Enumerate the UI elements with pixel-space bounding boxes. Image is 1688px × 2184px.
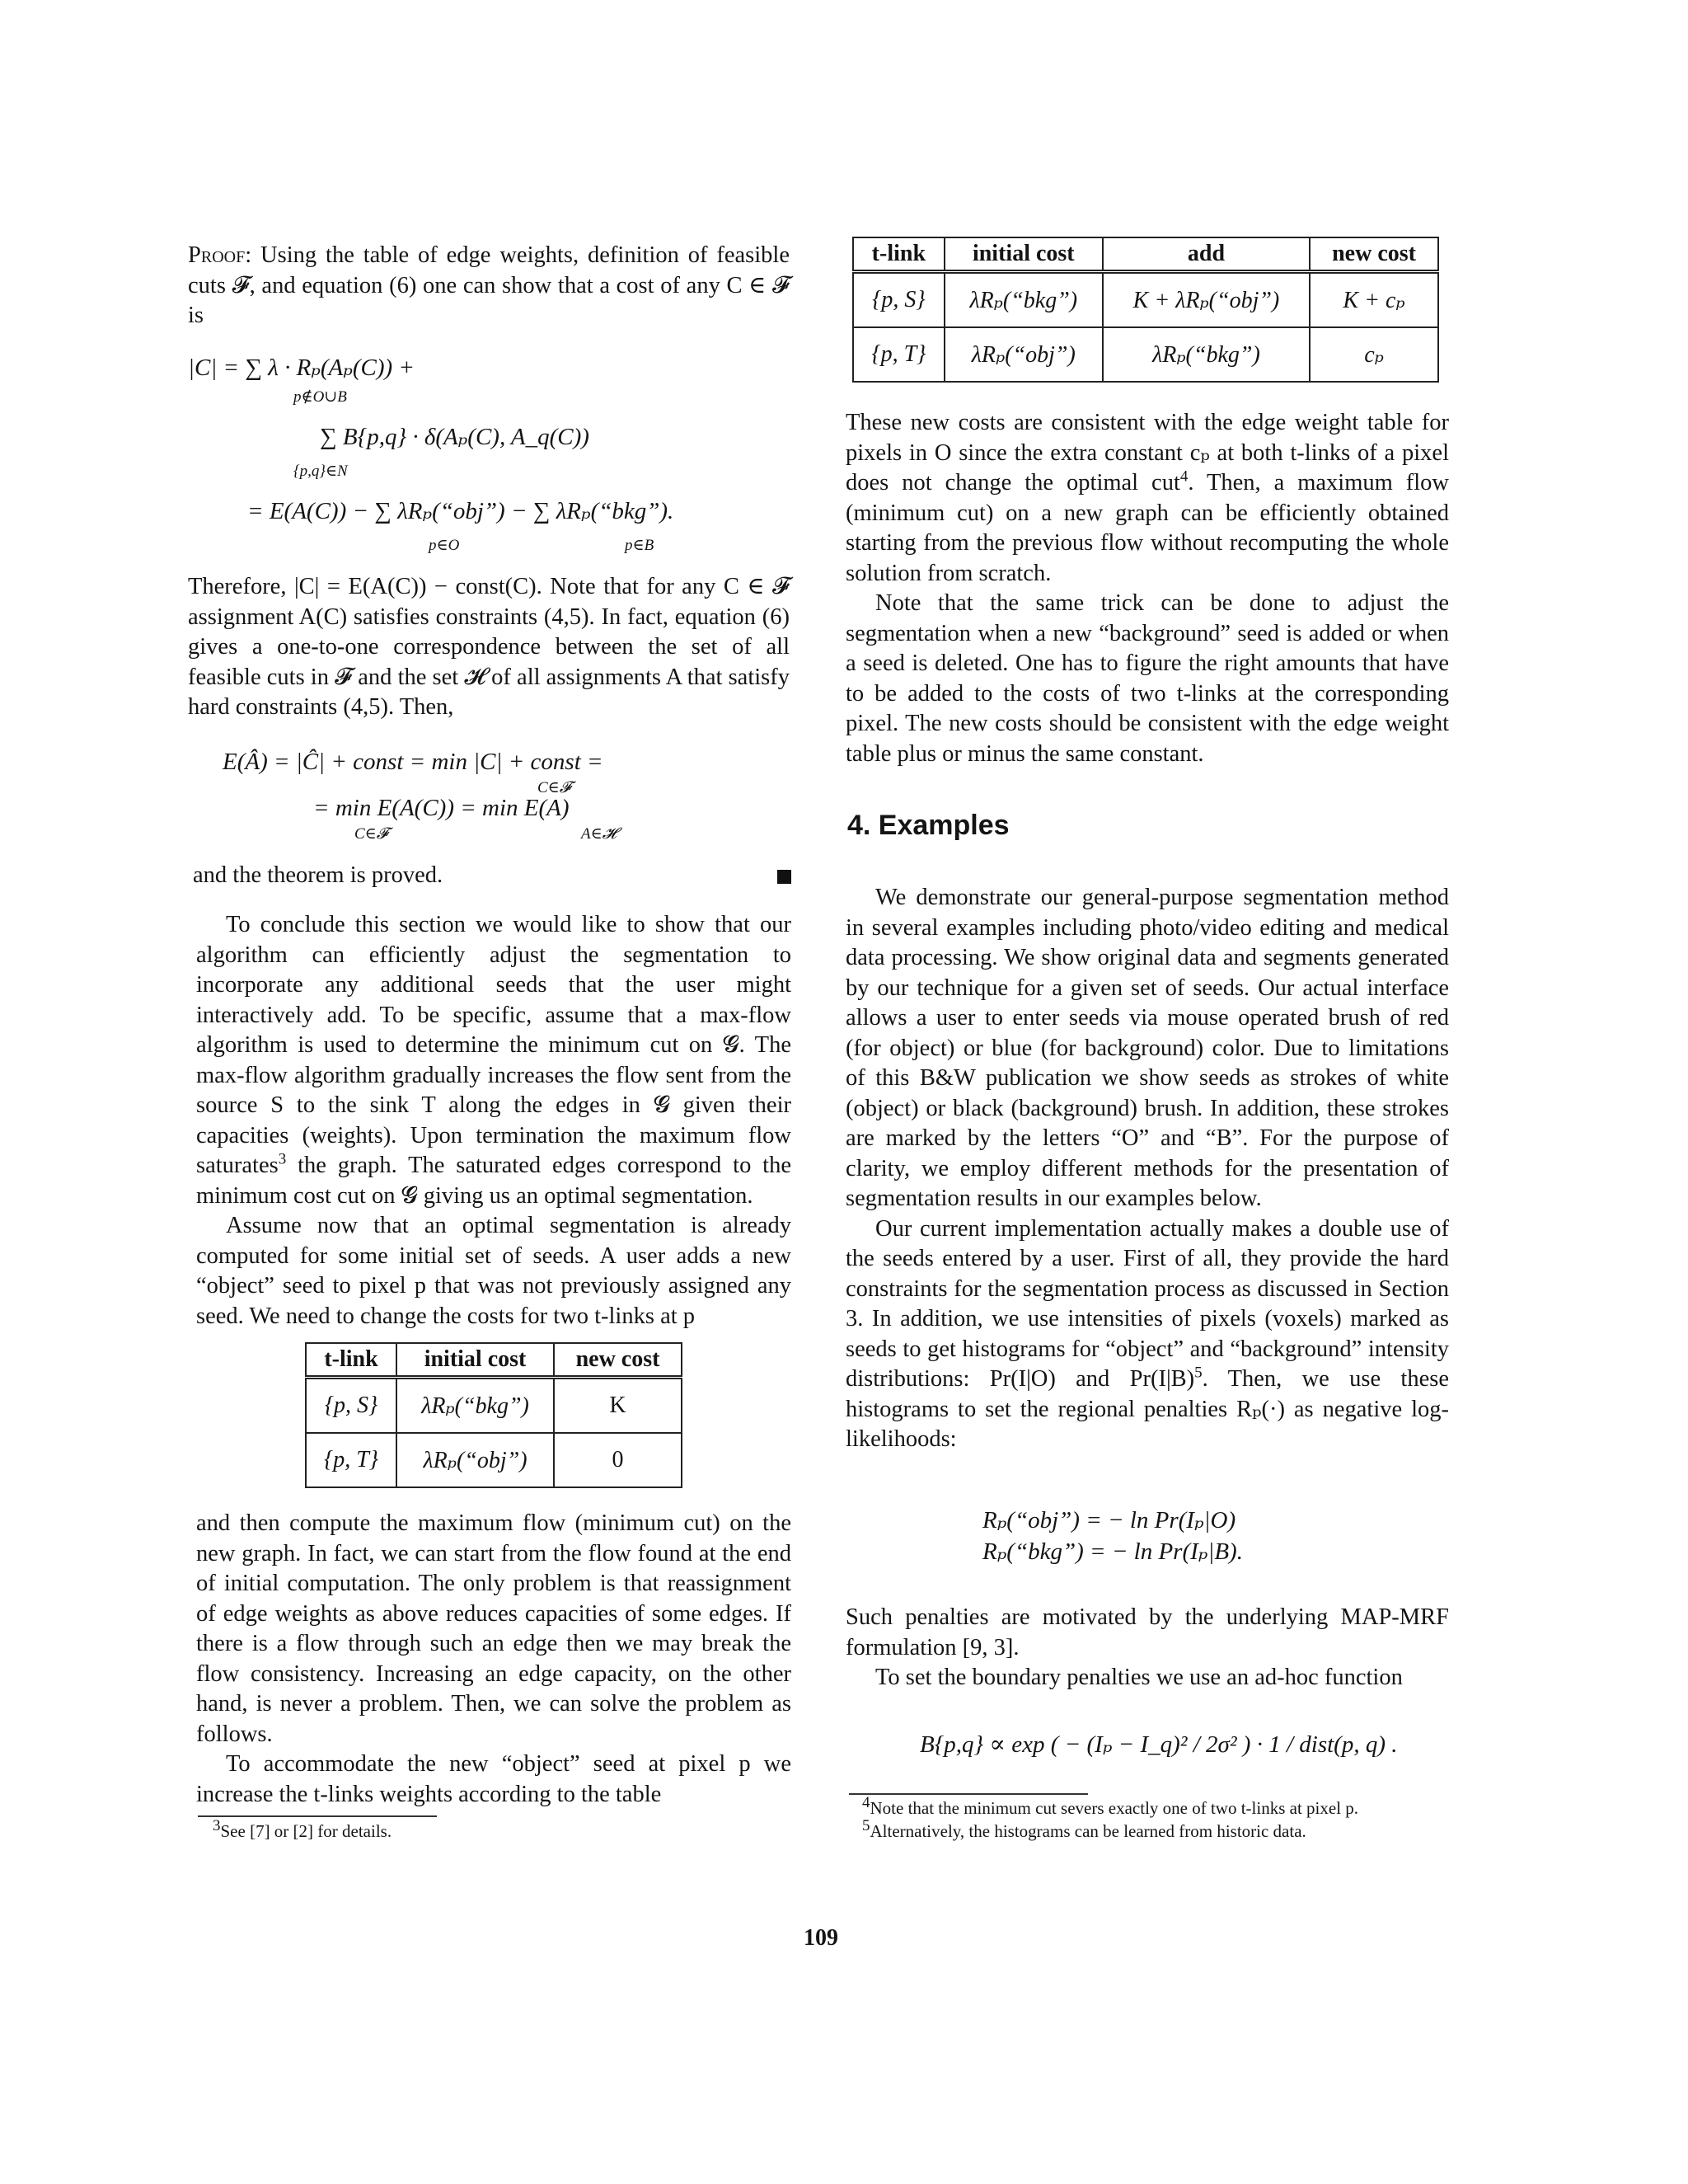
table-header: add xyxy=(1103,237,1310,272)
table-row xyxy=(306,1433,682,1487)
table-row xyxy=(306,1378,682,1434)
table-cell: 0 xyxy=(554,1433,682,1487)
table-cell: K xyxy=(554,1378,682,1434)
table-header-row xyxy=(306,1343,682,1378)
equation-cost-line-2: ∑ B{p,q} · δ(Aₚ(C), A_q(C)) xyxy=(320,424,589,450)
footnote-rule xyxy=(198,1815,437,1817)
table-row xyxy=(853,272,1438,328)
table-cell: K + λRₚ(“obj”) xyxy=(1103,272,1310,328)
such-penalties-paragraph: Such penalties are motivated by the underlying MAP-MRF formulation [9, 3]. To set the boundary penalties we use an ad-hoc function xyxy=(846,1603,1449,1693)
equation-energy-line-1: E(Â) = |Ĉ| + const = min |C| + const = xyxy=(223,749,603,775)
table-cell: {p, T} xyxy=(853,327,945,382)
qed-square-icon xyxy=(777,870,791,884)
equation-cost-line-1-sub: p∉O∪B xyxy=(293,388,347,406)
equation-boundary-penalty: B{p,q} ∝ exp ( − (Iₚ − I_q)² / 2σ² ) · 1 / dist(p, q) . xyxy=(920,1731,1398,1758)
equation-energy-line-2-sub-1: C∈𝓕 xyxy=(354,825,388,843)
page-number: 109 xyxy=(804,1925,838,1951)
table-cell: cₚ xyxy=(1310,327,1438,382)
trick-paragraph: Note that the same trick can be done to adjust the segmentation when a new “background” seed is added or when a seed is deleted. One has to figure the right amounts that have to be added to the costs of two t-links at the corresponding pixel. The new costs should be consistent with the edge weight table plus or minus the same constant. xyxy=(846,590,1449,767)
equation-energy-line-2: = min E(A(C)) = min E(A) xyxy=(313,795,570,821)
demo-paragraph: We demonstrate our general-purpose segmentation method in several examples including photo/video editing and medical data processing. We show original data and segments generated by our technique for a given set of seeds. Our actual interface allows a user to enter seeds via mouse operated brush of red (for object) or blue (for background) color. Due to limitations of this B&W publication we show seeds as strokes of white (object) or black (background) brush. In addition, these strokes are marked by the letters “O” and “B”. For the purpose of clarity, we employ different methods for the presentation of segmentation results in our examples below. Our current implementation actually makes a double use of the seeds entered by a user. First of all, they provide the hard constraints for the segmentation process as discussed in Section 3. In addition, we use intensities of pixels (voxels) marked as seeds to get histograms for “object” and “background” intensity distributions: Pr(I|O) and $Pr(I|B)^5$. Then, we use these histograms to set the regional penalties Rₚ(·) as negative log-likelihoods: xyxy=(846,883,1449,1455)
table-cell: {p, T} xyxy=(306,1433,396,1487)
table-cell: λRₚ(“obj”) xyxy=(945,327,1103,382)
proof-paragraph xyxy=(188,241,790,331)
table-row xyxy=(853,327,1438,382)
then-compute-paragraph: and then compute the maximum flow (minimum cut) on the new graph. In fact, we can start from the flow found at the end of initial computation. The only problem is that reassignment of edge weights as above reduces capacities of some edges. If there is a flow through such an edge then we may break the flow consistency. Increasing an edge capacity, on the other hand, is never a problem. Then, we can solve the problem as follows. To accommodate the new “object” seed at pixel p we increase the t-links weights according to the table xyxy=(196,1509,791,1810)
table-header: initial cost xyxy=(396,1343,554,1378)
proof-label: Proof: xyxy=(188,242,252,268)
equation-energy-line-1-sub: C∈𝓕 xyxy=(537,779,571,796)
equation-cost-line-3-sub-2: p∈B xyxy=(625,537,654,554)
footnote-5: $^5$Alternatively, the histograms can be learned from historic data. xyxy=(862,1817,1306,1841)
table-cell: λRₚ(“obj”) xyxy=(396,1433,554,1487)
table-header: t-link xyxy=(306,1343,396,1378)
table-header: t-link xyxy=(853,237,945,272)
footnote-4: $^4$Note that the minimum cut severs exactly one of two t-links at pixel p. xyxy=(862,1794,1359,1818)
footnote-3: $^3$See [7] or [2] for details. xyxy=(213,1817,392,1841)
accommodate-paragraph: To accommodate the new “object” seed at pixel p we increase the t-links weights according to the table xyxy=(196,1751,791,1807)
equation-regional-bkg: Rₚ(“bkg”) = − ln Pr(Iₚ|B). xyxy=(982,1538,1243,1565)
table-cell: K + cₚ xyxy=(1310,272,1438,328)
conclude-paragraph: To conclude this section we would like to show that our algorithm can efficiently adjust the segmentation to incorporate any additional seeds that the user might interactively add. To be specific, assume that a max-flow algorithm is used to determine the minimum cut on 𝓖. The max-flow algorithm gradually increases the flow sent from the source S to the sink T along the edges in 𝓖 given their capacities (weights). Upon termination the maximum flow saturates$^3$ the graph. The saturated edges correspond to the minimum cost cut on 𝓖 giving us an optimal segmentation. Assume now that an optimal segmentation is already computed for some initial set of seeds. A user adds a new “object” seed to pixel p that was not previously assigned any seed. We need to change the costs for two t-links at p xyxy=(196,910,791,1332)
footnote-rule xyxy=(849,1793,1088,1795)
table-header: new cost xyxy=(554,1343,682,1378)
assume-paragraph: Assume now that an optimal segmentation is already computed for some initial set of seeds. A user adds a new “object” seed to pixel p that was not previously assigned any seed. We need to change the costs for two t-links at p xyxy=(196,1213,791,1329)
boundary-paragraph: To set the boundary penalties we use an ad-hoc function xyxy=(875,1665,1403,1690)
table-t-link-weights xyxy=(852,237,1439,383)
current-implementation-paragraph: Our current implementation actually makes a double use of the seeds entered by a user. First of all, they provide the hard constraints for the segmentation process as discussed in Section 3. In addition, we use intensities of pixels (voxels) marked as seeds to get histograms for “object” and “background” intensity distributions: Pr(I|O) and $Pr(I|B)^5$. Then, we use these histograms to set the regional penalties Rₚ(·) as negative log-likelihoods: xyxy=(846,1215,1449,1452)
table-cell: {p, S} xyxy=(306,1378,396,1434)
table-cell: {p, S} xyxy=(853,272,945,328)
equation-energy-line-2-sub-2: A∈𝓗 xyxy=(581,825,617,843)
table-header-row xyxy=(853,237,1438,272)
table-cell: λRₚ(“bkg”) xyxy=(945,272,1103,328)
theorem-proved-line: and the theorem is proved. xyxy=(193,862,443,888)
section-heading: 4. Examples xyxy=(847,810,1010,841)
therefore-paragraph: Therefore, |C| = E(A(C)) − const(C). Note that for any C ∈ 𝓕 assignment A(C) satisfies constraints (4,5). In fact, equation (6) gives a one-to-one correspondence between the set of all feasible cuts in 𝓕 and the set 𝓗 of all assignments A that satisfy hard constraints (4,5). Then, xyxy=(188,574,790,720)
equation-cost-line-3: = E(A(C)) − ∑ λRₚ(“obj”) − ∑ λRₚ(“bkg”). xyxy=(247,498,674,524)
table-object-seed-costs xyxy=(305,1342,682,1488)
proof-text: Using the table of edge weights, definition of feasible cuts 𝓕, and equation (6) one can show that a cost of any C ∈ 𝓕 is xyxy=(188,242,790,328)
equation-cost-line-1: |C| = ∑ λ · Rₚ(Aₚ(C)) + xyxy=(188,355,415,381)
equation-cost-line-2-sub: {p,q}∈N xyxy=(293,463,348,480)
table-cell: λRₚ(“bkg”) xyxy=(1103,327,1310,382)
table-header: initial cost xyxy=(945,237,1103,272)
equation-cost-line-3-sub-1: p∈O xyxy=(429,537,460,554)
equation-regional-obj: Rₚ(“obj”) = − ln Pr(Iₚ|O) xyxy=(982,1507,1236,1533)
consistent-paragraph: These new costs are consistent with the edge weight table for pixels in O since the extra constant cₚ at both t-links of a pixel does not change the optimal cut$^4$. Then, a maximum flow (minimum cut) on a new graph can be efficiently obtained starting from the previous flow without recomputing the whole solution from scratch. Note that the same trick can be done to adjust the segmentation when a new “background” seed is added or when a seed is deleted. One has to figure the right amounts that have to be added to the costs of two t-links at the corresponding pixel. The new costs should be consistent with the edge weight table plus or minus the same constant. xyxy=(846,408,1449,769)
table-cell: λRₚ(“bkg”) xyxy=(396,1378,554,1434)
table-header: new cost xyxy=(1310,237,1438,272)
